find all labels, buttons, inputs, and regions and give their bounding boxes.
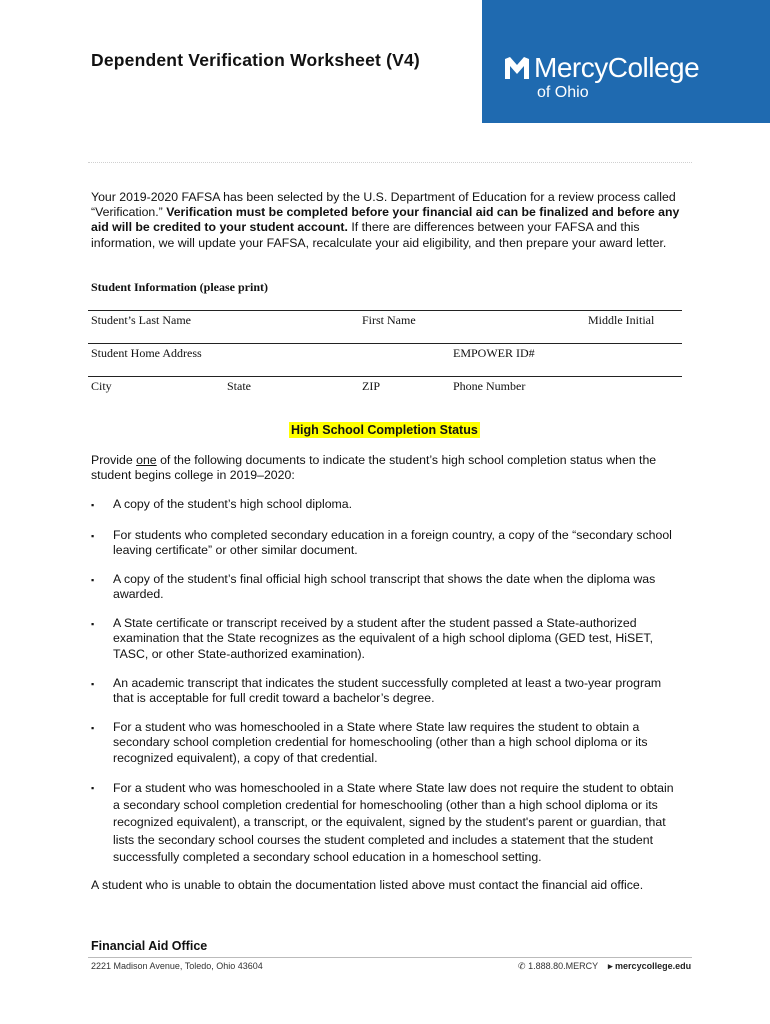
form-line (88, 310, 682, 311)
bullet: ▪ (91, 783, 95, 793)
form-line (88, 376, 682, 377)
footer-divider (88, 957, 692, 958)
document-item: For students who completed secondary education in a foreign country, a copy of the “secondary school leaving certificate” or other similar document. (113, 528, 672, 558)
logo-name: MercyCollege (534, 52, 700, 83)
intro-bold-text: Verification must be completed before your financial aid can be finalized and before any aid will be credited to your student account. (91, 205, 680, 235)
last-name-field[interactable]: Student’s Last Name (91, 313, 191, 327)
footer-address: 2221 Madison Avenue, Toledo, Ohio 43604 (91, 961, 263, 971)
document-item: For a student who was homeschooled in a State where State law requires the student to obtain a secondary school completion credential for homeschooling (other than a high school diploma or its recognized equivalent), a copy of that credential. (113, 720, 648, 765)
closing-note: A student who is unable to obtain the documentation listed above must contact the financial aid office. (91, 878, 644, 892)
document-item: A copy of the student’s high school diploma. (113, 497, 353, 511)
mercy-logo-icon (504, 56, 530, 80)
intro-text-2: If there are differences between your FAFSA and this information, we will update your FAFSA, recalculate your aid eligibility, and then prepare your award letter. (91, 220, 667, 250)
phone-icon: ✆ (518, 961, 526, 971)
intro-paragraph (91, 190, 691, 251)
provide-emphasis: one (136, 453, 157, 467)
city-field[interactable]: City (91, 379, 112, 393)
bullet: ▪ (91, 500, 95, 510)
phone-field[interactable]: Phone Number (453, 379, 526, 393)
bullet: ▪ (91, 619, 95, 629)
provide-text: Provide (91, 453, 137, 467)
student-info-heading: Student Information (please print) (91, 280, 269, 294)
state-field[interactable]: State (227, 379, 251, 393)
middle-initial-field[interactable]: Middle Initial (588, 313, 655, 327)
hs-completion-heading: High School Completion Status (291, 423, 478, 437)
bullet: ▪ (91, 575, 95, 585)
footer-website[interactable] (608, 961, 691, 972)
cursor-icon: ▸ (608, 961, 613, 971)
footer-phone (518, 961, 598, 972)
bullet: ▪ (91, 531, 95, 541)
website-link[interactable]: mercycollege.edu (615, 961, 692, 971)
document-item: For a student who was homeschooled in a State where State law does not require the student to obtain a secondary school completion credential for homeschooling (other than a high school diploma or its recognized equivalent), a transcript, or the equivalent, signed by the student's parent or guardian, that lists the secondary school courses the student completed and includes a statement that the student successfully completed a secondary school education in a homeschool setting. (113, 781, 674, 864)
intro-text: Your 2019-2020 FAFSA has been selected by the U.S. Department of Education for a review process called “Verification.” (91, 190, 676, 220)
financial-aid-office-label: Financial Aid Office (91, 939, 208, 953)
header-divider (88, 162, 692, 163)
bullet: ▪ (91, 723, 95, 733)
document-item: A State certificate or transcript received by a student after the student passed a State-authorized examination that the State recognizes as the equivalent of a high school diploma (GED test, HiSET, TASC, or other State-authorized examination). (113, 616, 653, 661)
home-address-field[interactable]: Student Home Address (91, 346, 202, 360)
page-title: Dependent Verification Worksheet (V4) (91, 50, 420, 70)
logo-subtitle: of Ohio (537, 84, 589, 101)
form-line (88, 343, 682, 344)
provide-text-2: of the following documents to indicate the student’s high school completion status when the student begins college in 2019–2020: (91, 453, 657, 483)
logo (482, 0, 770, 123)
phone-number: 1.888.80.MERCY (528, 961, 599, 971)
document-item: A copy of the student’s final official high school transcript that shows the date when the diploma was awarded. (113, 572, 656, 602)
first-name-field[interactable]: First Name (362, 313, 416, 327)
empower-id-field[interactable]: EMPOWER ID# (453, 346, 535, 360)
provide-instructions (91, 453, 691, 483)
zip-field[interactable]: ZIP (362, 379, 380, 393)
document-item: An academic transcript that indicates the student successfully completed at least a two-year program that is acceptable for full credit toward a bachelor’s degree. (113, 676, 662, 706)
bullet: ▪ (91, 679, 95, 689)
